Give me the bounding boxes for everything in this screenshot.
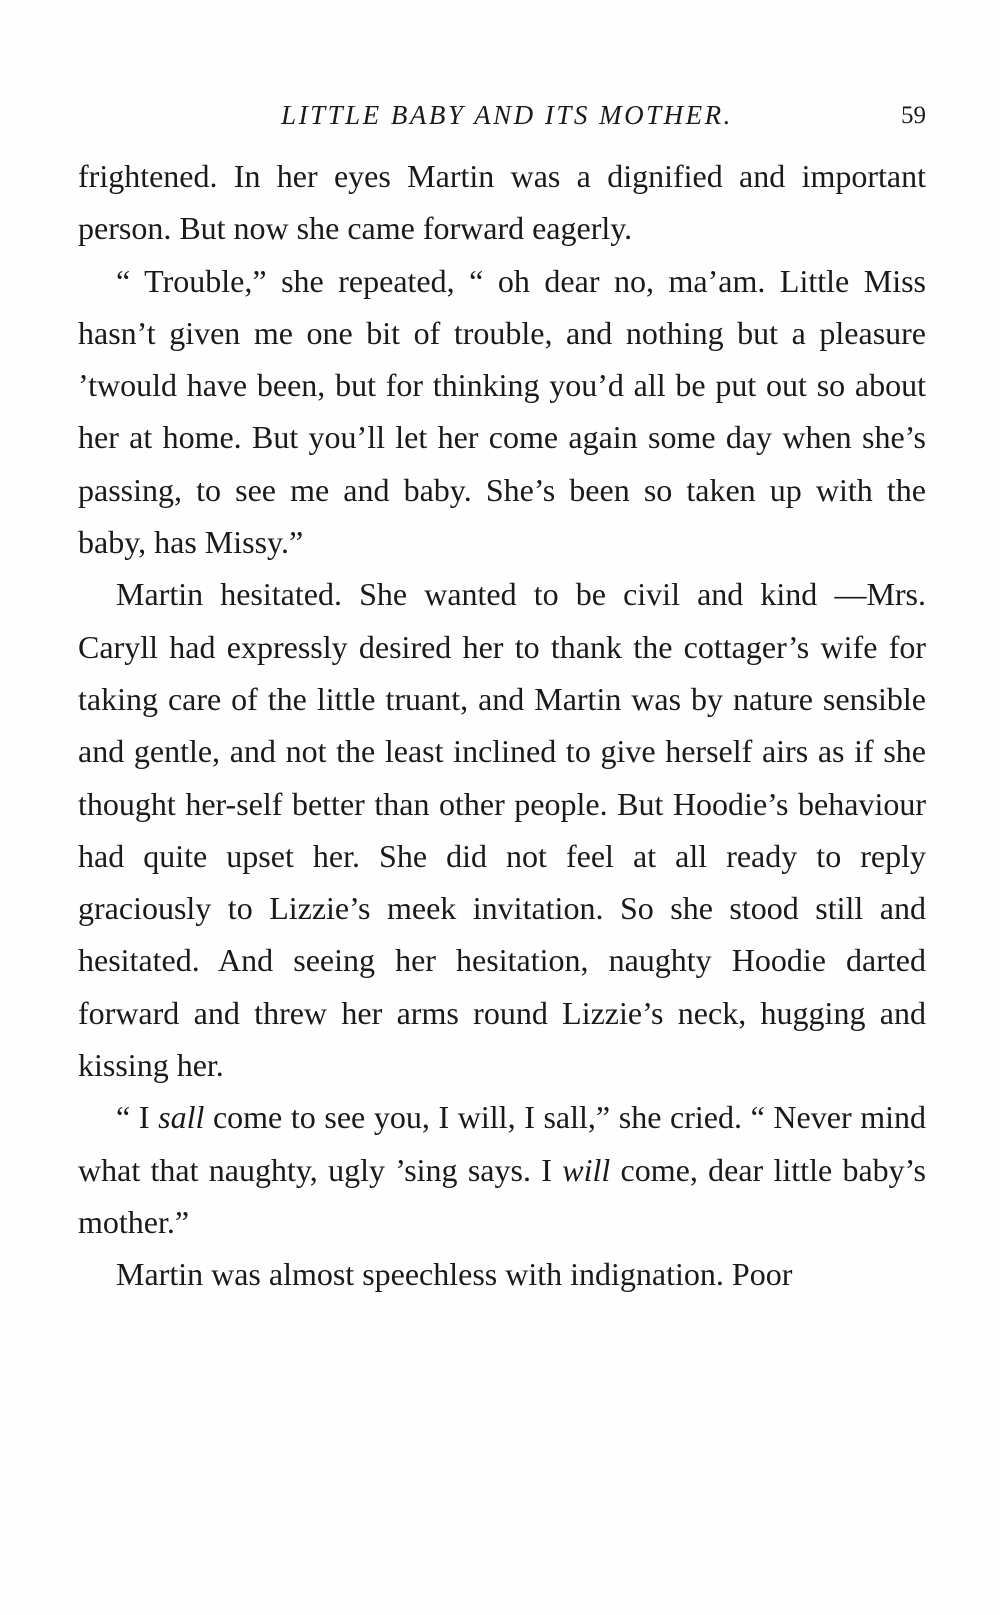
paragraph-dialogue-lizzie: “ Trouble,” she repeated, “ oh dear no, ma’am. Little Miss hasn’t given me one bit of trouble, and nothing but a pleasure ’twould have been, but for thinking you’d all be put out so about her at home. But you’ll let her come again some day when she’s passing, to see me and baby. She’s been so taken up with the baby, has Missy.” <box>78 262 926 561</box>
paragraph-martin-hesitated: Martin hesitated. She wanted to be civil and kind —Mrs. Caryll had expressly desired her to thank the cottager’s wife for taking care of the little truant, and Martin was by nature sensible and gentle, and not the least inclined to give herself airs as if she thought her-self better than other people. But Hoodie’s behaviour had quite upset her. She did not feel at all ready to reply graciously to Lizzie’s meek invitation. So she stood still and hesitated. And seeing her hesitation, naughty Hoodie darted forward and threw her arms round Lizzie’s neck, hugging and kissing her. <box>78 576 926 1084</box>
body-text <box>78 150 926 1301</box>
running-title: LITTLE BABY AND ITS MOTHER. <box>281 100 733 130</box>
emphasis-sall: sall <box>158 1099 205 1136</box>
paragraph-continued: frightened. In her eyes Martin was a dignified and important person. But now she came forward eagerly. <box>78 158 926 247</box>
text-run: come, dear little baby’s mother.” <box>78 1151 927 1240</box>
running-head <box>78 100 926 136</box>
emphasis-will: will <box>562 1151 611 1188</box>
paragraph-hoodie-cries <box>78 1091 926 1248</box>
page-number: 59 <box>901 102 926 129</box>
text-run: “ I <box>116 1099 159 1136</box>
text-run: come to see you, I will, I sall,” she cried. “ Never mind what that naughty, ugly ’sing says. I <box>78 1099 927 1188</box>
paragraph-indignation: Martin was almost speechless with indignation. Poor <box>116 1256 793 1293</box>
